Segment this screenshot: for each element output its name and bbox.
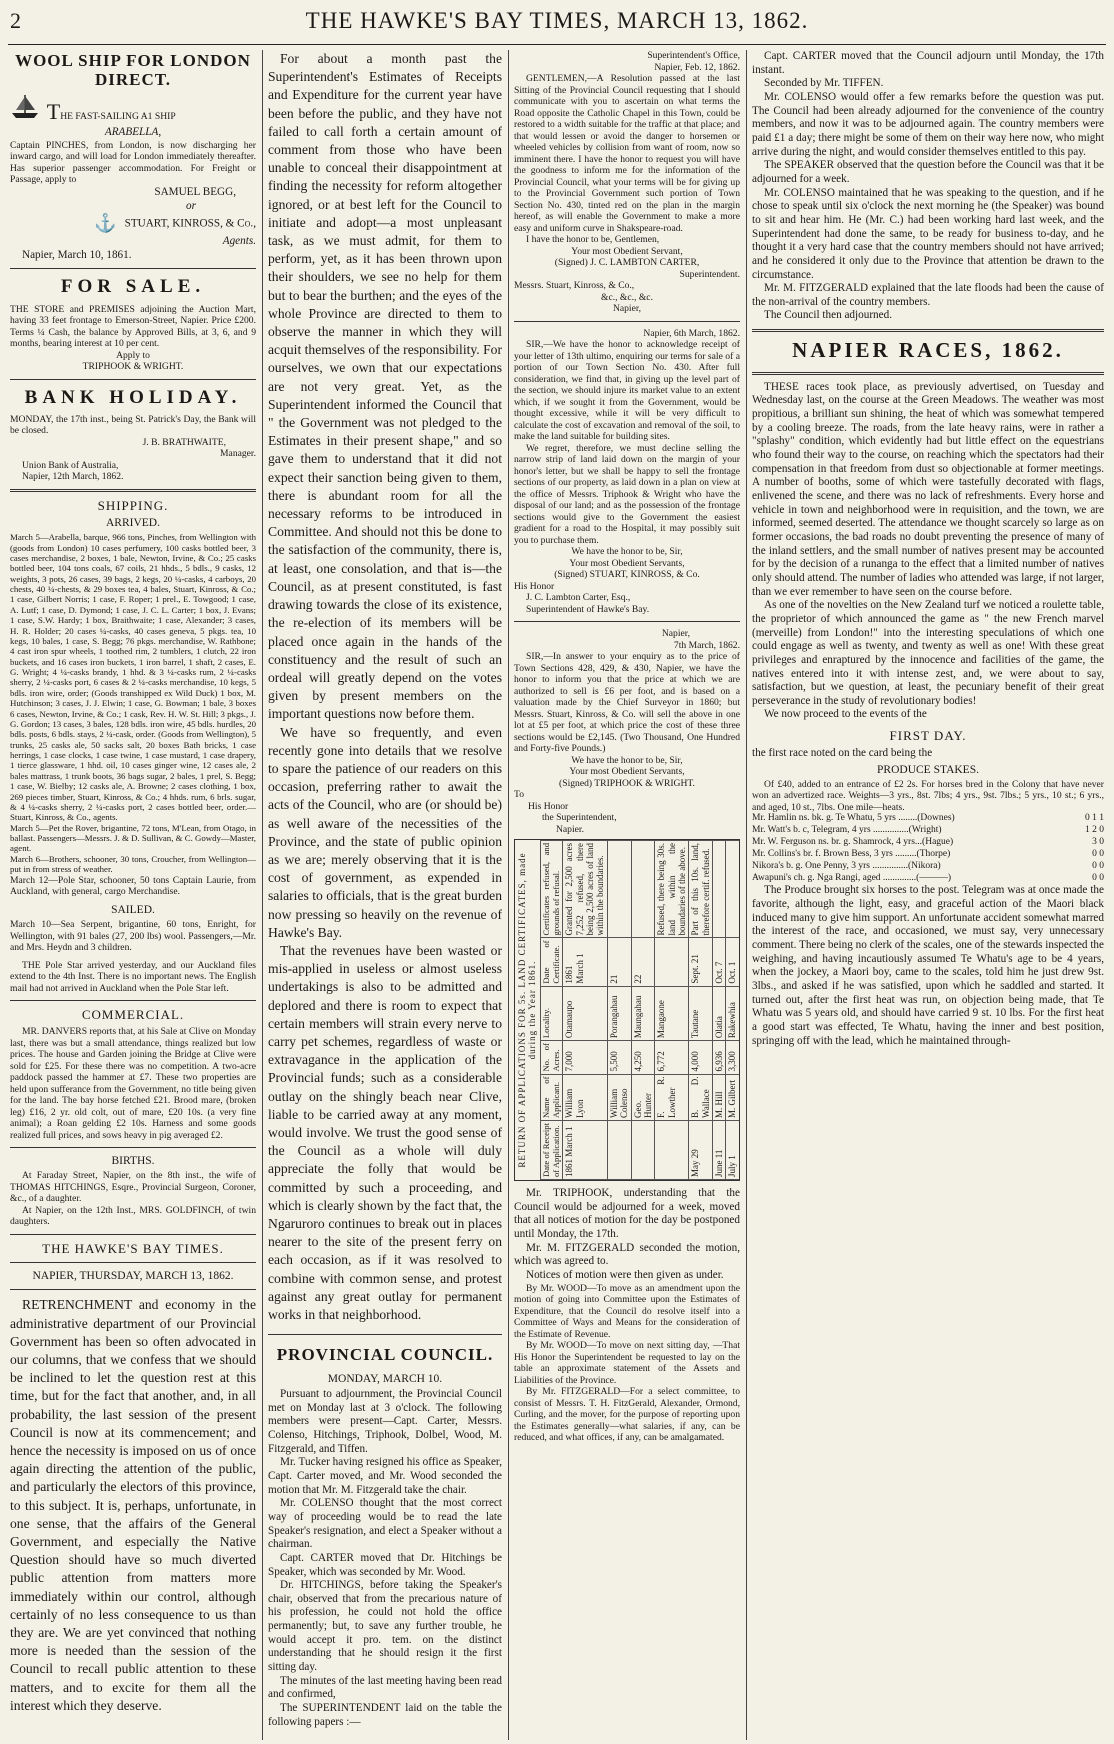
return-th: Certificates refused, and grounds of refusal. [540, 841, 563, 938]
council-rest-para: Seconded by Mr. TIFFEN. [764, 77, 884, 90]
shipping-section [10, 498, 256, 994]
divider [514, 621, 740, 622]
return-table-cell: Refused, there being 30s. land within the boundaries of the above. [655, 841, 689, 938]
return-table-cell: 1861 March 1 [563, 1121, 607, 1180]
wool-ship-ad [10, 52, 256, 262]
return-table-cell [739, 986, 740, 1040]
return-th: No. of Acres. [540, 1041, 563, 1074]
return-table-cell: F. R. Lowther [655, 1074, 689, 1120]
corr-signed-2: (Signed) STUART, KINROSS, & Co. [554, 569, 700, 580]
corr-place-3: Napier, [661, 628, 690, 639]
wool-ship-body: Captain PINCHES, from London, is now discharging her inward cargo, and will load for London immediately thereafter. Has superior passenger accommodation. For Freight or Passage, apply to [10, 139, 256, 186]
return-table-cell: 7,000 [563, 1041, 607, 1074]
stakes-entry [752, 825, 1104, 837]
return-table [514, 839, 740, 1181]
return-th: Date of Certificate. [540, 938, 563, 986]
council-rest-para: The Council then adjourned. [764, 309, 893, 322]
column-separator [508, 50, 509, 1740]
races-p4: The Produce brought six horses to the post. Telegram was at once made the favorite, although the light, easy, and graceful action of the Maori black induced many to give him support. An unfortunate accident somewhat marred the interest of the race, and occasioned, we must say, very unnecessary comment. There being no clerk of the scales, one of the stewards inspected the weighing, and having incautiously assumed Te Whatu's age to be 4 years, when the jockey, a Maori boy, came to the scales, told him he just drew 9st. 3lbs., and asked if he was satisfied, upon which he saddled and started. It turned out, after the first heat was run, on objection being made, that Te Whatu was 5 years old, and should have carried 9 st. 10 lbs. For the first heat a good start was effected, Te Whatu, having the inner and best position, springing off with the lead, which he maintained through- [752, 884, 1104, 1047]
corr-place-1: Napier, [612, 303, 642, 314]
corr-close-3: We have the honor to be, Sir, [571, 754, 683, 766]
corr-office: Superintendent's Office, [647, 50, 740, 61]
divider [10, 1000, 256, 1001]
return-table-row [712, 841, 725, 1180]
anchor-icon: ⚓ [94, 213, 117, 234]
divider [268, 1334, 502, 1335]
stakes-result: 1 2 0 [1085, 825, 1104, 836]
editorial-dateline: NAPIER, THURSDAY, MARCH 13, 1862. [32, 1270, 234, 1283]
header-rule [8, 44, 1106, 45]
bank-name: Union Bank of Australia, [22, 459, 119, 471]
return-table-cell: Olatia [712, 986, 725, 1040]
return-table-cell [655, 938, 689, 986]
commercial-title: COMMERCIAL. [81, 1007, 185, 1023]
return-table-cell: Rakewhia [726, 986, 739, 1040]
corr-addressee-2: J. C. Lambton Carter, Esq., [526, 592, 631, 603]
column-3 [514, 50, 740, 1740]
return-table-title: RETURN OF APPLICATIONS FOR 5s. LAND CERTIFICATES, made during the Year 1861. [517, 852, 538, 1168]
arrived-text-3: March 6—Brothers, schooner, 30 tons, Croucher, from Wellington—put in from stress of weather. [10, 853, 256, 875]
return-table-cell: Granted for 2,500 acres 7,252 refused, there being 2,500 acres of land within the boundaries. [563, 841, 607, 938]
return-table-cell: 4,250 [631, 1041, 655, 1074]
stakes-horse: Nikora's b. g. One Penny, 3 yrs ...............(Nikora) [752, 860, 941, 871]
races-first-race: the first race noted on the card being the [752, 747, 933, 759]
divider [10, 1234, 256, 1235]
return-table-cell: Oct. 1 [726, 938, 739, 986]
return-table-cell: 21 [607, 938, 631, 986]
return-table-cell [712, 841, 725, 938]
council-rest-para: Mr. COLENSO would offer a few remarks before the question was put. The Council had been already adjourned for the convenience of the country members, and now it was to be adjourned again. The country members were paid £1 a day; there might be some of them on their way here now, who might arrive during the night, and would consider themselves entitled to this pay. [752, 90, 1104, 158]
return-table-cell [631, 1121, 655, 1180]
arrived-label: ARRIVED. [106, 516, 160, 529]
column-separator [262, 50, 263, 1740]
divider [514, 321, 740, 322]
stakes-entry [752, 861, 1104, 873]
corr-close-2: We have the honor to be, Sir, [571, 546, 683, 557]
stakes-horse: Mr. Hamlin ns. bk. g. Te Whatu, 5 yrs ........(Downes) [752, 813, 955, 824]
council-date: MONDAY, MARCH 10. [327, 1372, 443, 1385]
council-rest-para: Mr. COLENSO maintained that he was speaking to the question, and if he chose to speak until six o'clock the next morning he (the Speaker) was bound to sit and hear him. He (Mr. C.) had been working hard last week, and the Superintendent had done the same, to be ready for business to-day, and he thought it a very hard case that the country members should not have arrived; and he considered it only due to the Province that attention be drawn to the circumstance. [752, 186, 1104, 281]
corr-his-honor: His Honor [514, 580, 555, 592]
stakes-result: 0 0 [1092, 860, 1104, 871]
divider [10, 268, 256, 269]
council-rest-para: Capt. CARTER moved that the Council adjourn until Monday, the 17th instant. [752, 50, 1104, 76]
divider [752, 329, 1104, 332]
wool-ship-dateline: Napier, March 10, 1861. [22, 248, 132, 261]
editorial-paper-name: THE HAWKE'S BAY TIMES. [42, 1240, 224, 1256]
return-th: Name of Applicant. [540, 1074, 563, 1120]
races-title: NAPIER RACES, 1862. [792, 338, 1064, 363]
page-number: 2 [10, 8, 21, 33]
divider [10, 379, 256, 380]
return-table-row [689, 841, 713, 1180]
council-rest-para: The SPEAKER observed that the question before the Council was that it be adjourned for a week. [752, 159, 1104, 185]
page-header [0, 0, 1114, 46]
shipping-title: SHIPPING. [97, 497, 169, 513]
stakes-entry [752, 813, 1104, 825]
return-table-cell: Maungahau [631, 986, 655, 1040]
races-first-day: FIRST DAY. [889, 728, 967, 744]
stakes-horse: Mr. W. Ferguson ns. br. g. Shamrock, 4 yrs...(Hague) [752, 836, 954, 847]
corr-title-1: Superintendent. [679, 268, 740, 280]
births-body-2: At Napier, on the 12th Inst., MRS. GOLDFINCH, of twin daughters. [10, 1204, 256, 1228]
return-table-cell: B. D. Wallace [689, 1074, 713, 1120]
council-cont-para: Mr. TRIPHOOK, understanding that the Council would be adjourned for a week, moved that all notices of motion for the day be postponed until Monday, the 17th. [514, 1187, 740, 1240]
editorial-p1: RETRENCHMENT and economy in the administrative department of our Provincial Government has been so often advocated in our columns, that we confess that we should be inclined to let the question rest at this time, but for the fact that another, and, in all probability, the last session of the present Council is now at its commencement; and hence the necessity is imposed on us of once again directing the attention of the public, and particularly the electors of this province, to this subject. It is, perhaps, unfortunate, in one sense, that the affairs of the General Government, and especially the Native Question should have so much diverted public attention from matters more immediately within our control, although certainly of no less consequence to us than they are. We are yet convinced that nothing more is needed than the session of the Council to recall public attention to these matters, and to excite for them all the interest which they deserve. [10, 1297, 256, 1713]
for-sale-agent: TRIPHOOK & WRIGHT. [82, 361, 184, 373]
agent-or: or [186, 199, 196, 212]
ship-name: ARABELLA, [104, 126, 162, 139]
return-table-cell: Part of this 10s. land, therefore certif. refused. [689, 841, 713, 938]
corr-to: To [514, 789, 524, 800]
births-section [10, 1154, 256, 1228]
races-p3: We now proceed to the events of the [764, 708, 927, 721]
column-2 [268, 50, 502, 1740]
napier-races [752, 338, 1104, 1048]
agent-stuart: STUART, KINROSS, & Co., [124, 217, 256, 230]
editorial-p2: For about a month past the Superintendent's Estimates of Receipts and Expenditure for the current year have been before the public, and they have not failed to call forth a certain amount of comment from those who have been unable to conceal their disappointment at finding the necessity for reform altogether ignored, or at best left for the Council to initiate and adopt—a most unpleasant task, as we must admit, for them to perform, yet, as it has been thrown upon their shoulders, we see no help for them but to bear the burthen; and the eyes of the whole Province are directed to them to observe the manner in which they will acquit themselves of the responsibility. For ourselves, we own that our expectations are not very great. Yet, as the Superintendent informed the Council that " the Government was not pledged to the Estimates in their present shape," and so gave them to understand that it did not expect their sanction being given to them, there is abundant room for all the necessary reforms to be introduced in Committee. And should not this be done to the satisfaction of the community, there is, at least, one consolation, and that is—the Council, as at present constituted, is fast drawing towards the close of its existence, the re-election of its members will be placed once again in the hands of the constituency and the result of such an ordeal will greatly depend on the votes given by present members on the important questions now before them. [268, 51, 502, 722]
council-motion: By Mr. WOOD—To move on next sitting day, —That His Honor the Superintendent be requested to lay on the table an approximate statement of the Assets and Liabilities of the Province. [514, 1340, 740, 1386]
return-table-cell: Oct. 7 [712, 938, 725, 986]
births-title: BIRTHS. [111, 1155, 155, 1167]
arrived-text-4: March 12—Pole Star, schooner, 50 tons Captain Laurie, from Auckland, with general, cargo Merchandise. [10, 874, 256, 898]
arrived-text-2: March 5—Pet the Rover, brigantine, 72 tons, M'Lean, from Otago, in ballast. Passengers—Messrs. J. & D. Sullivan, & C. Gowdy—Master, agent. [10, 822, 256, 854]
council-motion: By Mr. WOOD—To move as an amendment upon the motion of going into Committee upon the Estimates of Expenditure, that the Council do resolve itself into a Committee of Ways and Means for the consideration of the Estimate of Revenue. [514, 1282, 740, 1340]
for-sale-title: FOR SALE. [60, 276, 206, 298]
bank-holiday-title: BANK HOLIDAY. [24, 386, 242, 408]
agents-label: Agents. [222, 235, 256, 248]
stakes-title: PRODUCE STAKES. [877, 763, 979, 776]
return-table-cell: 22 [631, 938, 655, 986]
births-body-1: At Faraday Street, Napier, on the 8th inst., the wife of THOMAS HITCHINGS, Esqre., Provincial Surgeon, Coroner, &c., of a daughter. [10, 1170, 256, 1205]
council-motion: By Mr. FITZGERALD—For a select committee, to consist of Messrs. T. H. FitzGerald, Alexander, Ormond, Curling, and the mover, for the purpose of reporting upon the Estimates generally—what salaries, if any, can be reduced, and what offices, if any, can be amalgamated. [514, 1386, 740, 1444]
corr-signed-1: (Signed) J. C. LAMBTON CARTER, [554, 257, 700, 268]
wool-ship-title: WOOL SHIP FOR LONDON DIRECT. [15, 51, 251, 89]
return-table-row [739, 841, 740, 1180]
return-table-row [655, 841, 689, 1180]
corr-addressee-1: Messrs. Stuart, Kinross, & Co., [514, 280, 635, 291]
commercial-section [10, 1007, 256, 1141]
council-continued-2 [752, 50, 1104, 323]
bank-signer: J. B. BRATHWAITE, [142, 436, 226, 448]
stakes-entry [752, 873, 1104, 885]
council-rest-para: Mr. M. FITZGERALD explained that the late floods had been the cause of the non-arrival of the country members. [752, 282, 1104, 308]
corr-addressee-2b: Superintendent of Hawke's Bay. [526, 603, 650, 615]
for-sale-body: THE STORE and PREMISES adjoining the Auction Mart, having 33 feet frontage to Emerson-Street, Napier. Price £200. Terms ¼ Cash, the balance by Approved Bills, at 3, 6, and 9 months, bearing interest at 10 per cent. [10, 303, 256, 350]
stakes-result: 0 1 1 [1085, 813, 1104, 824]
council-para: Pursuant to adjournment, the Provincial Council met on Monday last at 3 o'clock. The following members were present—Capt. Carter, Messrs. Colenso, Hitchings, Triphook, Dolbel, Wood, M. Fitzgerald, and Tiffen. [268, 1387, 502, 1455]
corr-close-1: I have the honor to be, Gentlemen, [526, 234, 660, 245]
council-para: The SUPERINTENDENT laid on the table the following papers :— [268, 1702, 502, 1728]
editorial-p4: That the revenues have been wasted or mis-applied in useless or almost useless undertakings is also to be admitted and deplored and there is room to expect that certain members will strain every nerve to carry pet schemes, regardless of waste or extravagance in the application of the Provincial funds; such as a considerable outlay on the shingly beach near Clive, liable to be carried away at any moment, would involve. We trust the good sense of the Council as a whole will duly appreciate the folly that would be committed by such a proceeding, and which is clearly shown by the fact that, the Ngaruroro continues to break out in places nearer to the site of the present ferry on each occasion, as if it was resolved to combine with common sense, and protest against any great outlay for permanent works in that neighborhood. [268, 942, 502, 1323]
return-th: Locality. [540, 986, 563, 1040]
return-table-cell: 4,000 [689, 1041, 713, 1074]
return-table-cell: M. Hill [712, 1074, 725, 1120]
bank-dateline: Napier, 12th March, 1862. [22, 471, 124, 483]
return-table-row [563, 841, 607, 1180]
return-table-cell [739, 1074, 740, 1120]
ship-lead-cap: T [46, 99, 61, 125]
corr-date-2: Napier, 6th March, 1862. [643, 327, 740, 339]
races-p2: As one of the novelties on the New Zealand turf we noticed a roulette table, the proprietor of which announced the game as " the new French marvel (merveille) from London!" into the interesting speculations of which one could engage as well as twenty, and twenty as well as one! With these great privileges and enraptured by the innocence and facilities of the game, the natives entered into it with intense zest, and, we were about to say, satisfaction, but we question, at least, the pecuniary benefit of their great perseverance in the study of revolutionary bodies! [752, 599, 1104, 707]
return-table-cell [607, 841, 631, 938]
corr-etc: &c., &c., &c. [601, 291, 653, 303]
column-4 [752, 50, 1104, 1740]
stakes-result: 0 0 [1092, 848, 1104, 859]
council-para: Mr. COLENSO thought that the most correct way of proceeding would be to read the late Speaker's resignation, and elect a Speaker without a chairman. [268, 1497, 502, 1551]
bank-holiday-body: MONDAY, the 17th inst., being St. Patrick's Day, the Bank will be closed. [10, 413, 256, 437]
return-table-cell: May 29 [689, 1121, 713, 1180]
return-table-cell: Mangaone [655, 986, 689, 1040]
corr-servant-1: Your most Obedient Servant, [571, 245, 683, 257]
stakes-horse: Awapuni's ch. g. Nga Rangi, aged ..............(———) [752, 872, 951, 883]
return-table-cell: M. Gilbert [726, 1074, 739, 1120]
provincial-council [268, 1345, 502, 1729]
for-sale-ad [10, 275, 256, 372]
ship-lead-text: HE FAST-SAILING A1 SHIP [60, 111, 176, 123]
return-table-cell: William Colenso [607, 1074, 631, 1120]
return-table-row [726, 841, 739, 1180]
stakes-entries [752, 813, 1104, 884]
return-table-cell: July 1 [726, 1121, 739, 1180]
corr-servant-3: Your most Obedient Servants, [569, 766, 685, 777]
return-table-cell: 3,300 [726, 1041, 739, 1074]
stakes-desc: Of £40, added to an entrance of £2 2s. For horses bred in the Colony that have never won an advertized race. Weights—3 yrs., 8st. 7lbs; 4 yrs., 9st. 7lbs.; 5 yrs., 10 st.; 6 yrs., and aged, 10 st., 7lbs. One mile—heats. [752, 778, 1104, 813]
sailed-text: March 10—Sea Serpent, brigantine, 60 tons, Enright, for Wellington, with 91 bales (27, 200 lbs) wool. Passengers,—Mr. and Mrs. Heydn and 3 children. [10, 919, 256, 954]
for-sale-apply: Apply to [116, 349, 150, 361]
return-table-header [540, 841, 563, 1180]
council-para: Capt. CARTER moved that Dr. Hitchings be Speaker, which was seconded by Mr. Wood. [268, 1551, 502, 1578]
return-table-cell: 6,936 [712, 1041, 725, 1074]
return-table-cell [607, 1121, 631, 1180]
agent-begg: SAMUEL BEGG, [154, 185, 236, 198]
return-table-cell [739, 1121, 740, 1180]
return-table-cell: Porangahau [607, 986, 631, 1040]
divider [752, 372, 1104, 375]
return-table-cell: Tautane [689, 986, 713, 1040]
corr-letter-2: SIR,—We have the honor to acknowledge receipt of your letter of 13th ultimo, enquiring our terms for sale of a portion of our Town Section No. 430. After full consideration, we find that, in giving up the level part of the section, we should injure its market value to an extent which, if we sought it from the Government, would be thought excessive, while it will be very difficult to calculate the cost of excavation and removal of the soil, to make the land suitable for building sites. [514, 339, 740, 442]
return-table-cell [739, 938, 740, 986]
council-cont-para: Mr. M. FITZGERALD seconded the motion, which was agreed to. [514, 1241, 740, 1268]
return-table-cell [739, 841, 740, 938]
divider [10, 489, 256, 492]
return-table-cell: 5,500 [607, 1041, 631, 1074]
return-table-cell: Sept. 21 [689, 938, 713, 986]
correspondence [514, 50, 740, 835]
ship-icon [10, 93, 40, 124]
return-table-cell: 1861 March 1 [563, 938, 607, 986]
stakes-entry [752, 837, 1104, 849]
masthead: THE HAWKE'S BAY TIMES, MARCH 13, 1862. [305, 8, 809, 33]
commercial-body: MR. DANVERS reports that, at his Sale at Clive on Monday last, there was but a small attendance, things realized but low prices. The house and Garden joining the Bridge at Clive were sold for £25. For these there was no competition. A two-acre paddock passed the hammer at £7. These two properties are held upon sufferance from the Government, no title being given for the land. The bay horse fetched £21. Brood mare, (broken leg) £16, 2 yr. old colt, out of mare, £20 10s. (a very fine animal); a Roan gelding £2 10s. Harness and some goods realized full prices, and sows heavy in pig averaged £2. [10, 1026, 256, 1141]
return-table-cell: June 11 [712, 1121, 725, 1180]
return-table-row [631, 841, 655, 1180]
stakes-result: 0 0 [1092, 872, 1104, 883]
column-1 [10, 50, 256, 1740]
return-table-cell [631, 841, 655, 938]
divider [10, 1147, 256, 1148]
corr-to-2: the Superintendent, [542, 812, 617, 823]
return-table-cell: William Lyon [563, 1074, 607, 1120]
editorial-p3: We have so frequently, and even recently gone into details that we resolve to spare the patience of our readers on this occasion, preferring rather to await the acts of the Council, who are (or should be) as well aware of the necessities of the Province, and the state of public opinion as we are; merely observing that it is the cost of government, as expended in salaries to officials, that is the great burden now pressing so heavily on the revenue of Hawke's Bay. [268, 724, 502, 940]
corr-date-3: 7th March, 1862. [673, 639, 740, 651]
races-p1: THESE races took place, as previously advertised, on Tuesday and Wednesday last, on the course at the Green Meadows. The weather was most propitious, a brilliant sun shining, the heat of which was somewhat tempered by a cooling breeze. The roads, from the late heavy rains, were in rather a "splashy" condition, which evidently had but little effect on the equestrians who found their way to the course, on reaching which the spectators had their compensation in that freedom from dust so objectionable at former meetings. A number of booths, some of which were tastefully decorated with flags, enlivened the scene, and there was no lack of refreshments. Every horse and vehicle in town and neighborhood were in requisition, and the town, we are informed, seemed deserted. The attendance we thought scarcely so large as on former occasions, the bad roads no doubt preventing the presence of many of the inland settlers, and the small number of natives present may be accounted for by the decision of a runanga to the effect that a limited number of natives only should attend. The number of ladies who attended was large, if not larger, than we ever remember to have seen on the course before. [752, 380, 1104, 598]
council-title: PROVINCIAL COUNCIL. [276, 1345, 494, 1365]
council-para: Mr. Tucker having resigned his office as Speaker, Capt. Carter moved, and Mr. Wood seconded the motion that Mr. M. Fitzgerald take the chair. [268, 1456, 502, 1496]
corr-letter-2b: We regret, therefore, we must decline selling the narrow strip of land laid down on the margin of your honor's letter, but we shall be happy to sell the frontage sections of our property, as laid down in a plan on view at the office of Messrs. Triphook & Wright who have the disposal of our land; and as the possession of the frontage sections would give to the Government the easiest gradient for a road to the Hospital, it may possibly suit you to purchase them. [514, 442, 740, 546]
return-table-cell: Geo. Hunter [631, 1074, 655, 1120]
stakes-result: 3 0 [1092, 836, 1104, 847]
bank-holiday-ad [10, 386, 256, 483]
stakes-horse: Mr. Watt's b. c, Telegram, 4 yrs ...............(Wright) [752, 825, 942, 836]
stakes-entry [752, 849, 1104, 861]
return-table-rotated [515, 840, 740, 1180]
shipping-note: THE Pole Star arrived yesterday, and our Auckland files extend to the 4th Inst. There is no important news. The English mail had not arrived in Auckland when the Pole Star left. [10, 959, 256, 994]
return-table-cell [739, 1041, 740, 1074]
council-para: The minutes of the last meeting having been read and confirmed, [268, 1674, 502, 1701]
return-table-cell: Otamaupo [563, 986, 607, 1040]
return-table-cell [726, 841, 739, 938]
corr-signed-3: (Signed) TRIPHOOK & WRIGHT. [559, 777, 695, 789]
return-table-grid [540, 840, 740, 1180]
divider [10, 1289, 256, 1290]
stakes-horse: Mr. Collins's br. f. Brown Bess, 3 yrs .........(Thorpe) [752, 848, 951, 859]
corr-letter-3: SIR,—In answer to your enquiry as to the price of Town Sections 428, 429, & 430, Napier, we have the honor to inform you that the price at which we are authorized to sell is £6 per foot, and is based on a valuation made by the Chief Surveyor in 1860; but Messrs. Stuart, Kinross, & Co. will sell the above in one lot at £5 per foot, at which price the cost of these three sections would be £2,145. (Two Thousand, One Hundred and Forty-five Pounds.) [514, 651, 740, 754]
corr-letter-1: GENTLEMEN,—A Resolution passed at the last Sitting of the Provincial Council requesting that I should communicate with you to ascertain on what terms the Road opposite the Catholic Chapel in this Town, could be restored to a width suitable for the traffic at that place; and that would lessen or avoid the danger to horsemen or wheeled vehicles by collision from want of room, now so imminent there. I have the honor to request you will have the goodness to inform me for the information of the Provincial Council, what your terms will be for giving up to the Provincial Government such portion of Town Section No. 430, tinted red on the plan in the margin hereof, as will enable the Government to make a more easy and uniform curve in Shakspeare-road. [514, 73, 740, 234]
corr-to-1: His Honor [528, 800, 569, 812]
corr-servant-2: Your most Obedient Servants, [569, 557, 685, 569]
council-continued [514, 1187, 740, 1444]
corr-date-1: Napier, Feb. 12, 1862. [654, 61, 740, 73]
return-th: Date of Receipt of Application. [540, 1121, 563, 1180]
council-cont-para: Notices of motion were then given as under. [526, 1268, 724, 1281]
return-table-row [607, 841, 631, 1180]
return-table-cell: 6,772 [655, 1041, 689, 1074]
corr-to-3: Napier. [556, 823, 584, 835]
return-table-cell [655, 1121, 689, 1180]
bank-role: Manager. [220, 448, 256, 460]
column-separator [746, 50, 747, 1740]
editorial [10, 1241, 256, 1716]
council-para: Dr. HITCHINGS, before taking the Speaker's chair, observed that from the precarious nature of his profession, he could not hold the office permanently; but, to save any further trouble, he would accept it pro. tem. on the distinct understanding that he should resign it the first sitting day. [268, 1579, 502, 1674]
return-table-body [563, 841, 740, 1180]
sailed-label: SAILED. [111, 903, 155, 916]
divider [10, 1262, 256, 1263]
arrived-text: March 5—Arabella, barque, 966 tons, Pinches, from Wellington with (goods from London) 10 cases perfumery, 100 casks bottled beer, 3 cases merchandise, 2 boxes, 1 bale, Newton, Irvine, & Co.; 25 casks bottled beer, 104 tons coals, 67 coils, 21 hhds., 5 bdls., 9 casks, 12 weights, 3 pots, 26 cases, 39 bags, 2 kegs, 20 ¼-casks, 4 carboys, 20 chests, 40 ¼-chests, & 29 boxes tea, 4 bales, Stuart, Kinross, & Co.; 1 case, Gilbert Norris; 1 case, F. Roper; 1 prel., E. Towgood; 1 case, A. Lutf; 1 case, D. Dymond; 1 case, J. C. L. Carter; 1 box, J. Evans; 1 case, S.W. Hardy; 1 box, Braithwaite; 1 case, Alexander; 3 cases, H. R. Holder; 20 cases ¼-casks, 40 cases geneva, 5 pkgs. tea, 10 kegs, 10 bales, 1 case, S. Begg; 76 pkgs. merchandise, W. Rathbone; 4 cast iron spur wheels, 1 toothed rim, 2 tumblers, 1 clutch, 22 iron buckets, and 16 cases iron buckets, 1 iron barrel, 1 shaft, 2 cases, E. G. Wright; 4 ¼-casks brandy, 1 hhd. & 3 ¼-casks rum, 2 ¼-casks sherry, 2 ¼-casks port, 6 cases & 2 ¼-casks merchandise, 10 kegs, 5 bdls. iron wire, order; (Goods transhipped ex Wild Duck) 1 box, M. Hutchinson; 3 cases, J. J. Elwin; 1 case, G. Bowman; 1 bale, 3 boxes 6 cases, Newton, Irvine, & Co.; 1 cask, Rev. H. W. St. Hill; 3 pkgs., J. G. Gordon; 13 cases, 3 bales, 128 bdls. iron wire, 45 bdls. hurdles, 20 bdls. posts, 6 bdls. stays, 2 ¼-cask, order. (Goods from Wellington), 5 trunks, 25 casks ale, 50 sacks salt, 20 boxes Bath bricks, 1 case herrings, 1 case clocks, 1 case twine, 1 case mustard, 1 case drapery, 1 tierce glassware, 1 hhd. oil, 10 cases ginger wine, 12 cases ale, 2 bales mattrass, 1 trunk boots, 36 bags sugar, 2 bales, 1 prel, S. Begg; 1 case, W. Bielby; 12 casks ale, A. Browne; 2 cases clothing, 1 box, 269 pieces timber, Stuart, Kinross, & Co.; 4 hhds. rum, 6 brls. sugar, & 4 ¼-casks sherry, 2 ¼-casks port, 2 cases bottled beer, order.—Stuart, Kinross, & Co., agents. [10, 532, 256, 823]
